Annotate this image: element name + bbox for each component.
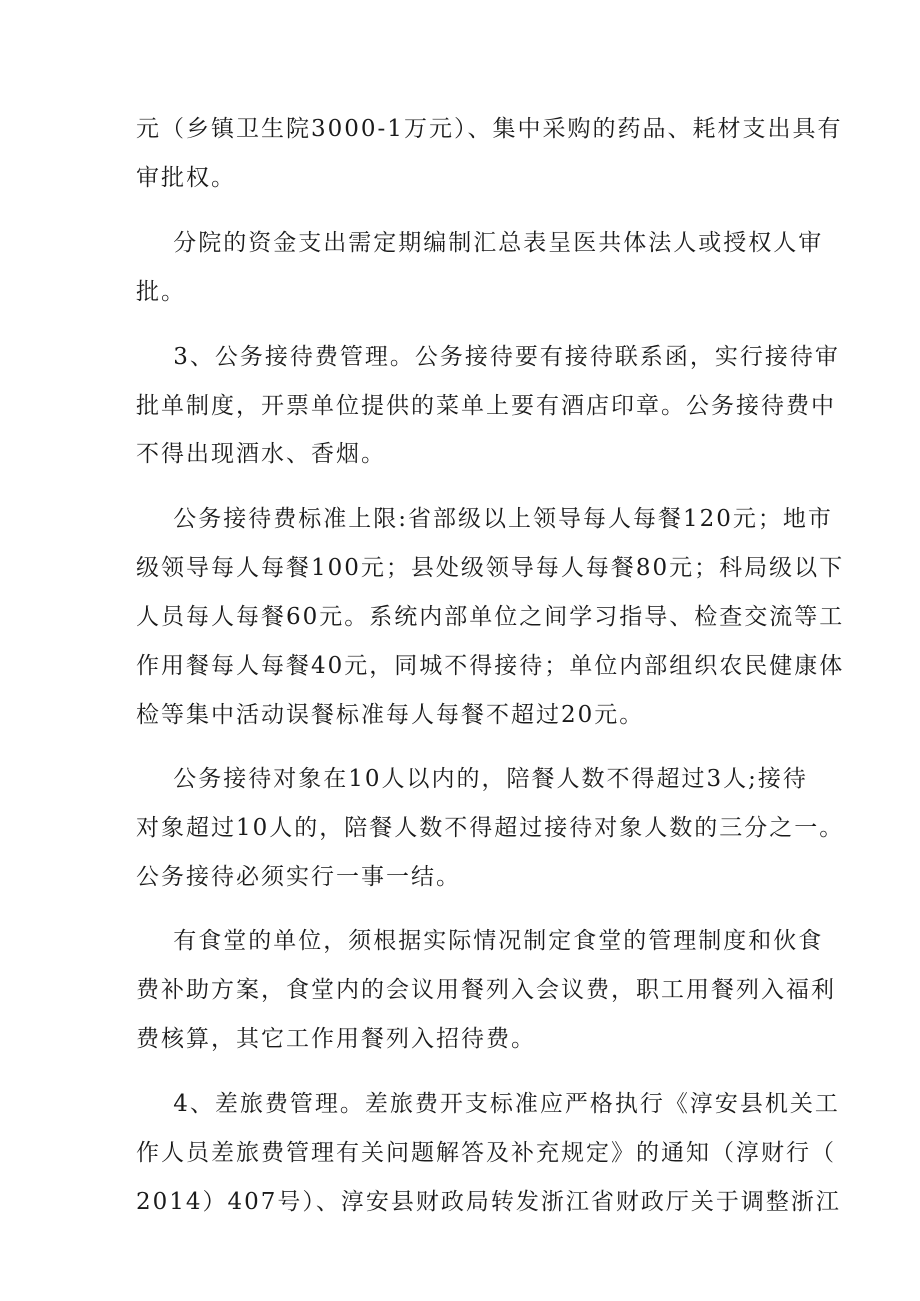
text-line: 批。 <box>136 279 186 305</box>
text-line: 3、公务接待费管理。公务接待要有接待联系函，实行接待审 <box>136 344 840 370</box>
text-line: 对象超过10人的，陪餐人数不得超过接待对象人数的三分之一。 <box>136 815 845 841</box>
text-line: 不得出现酒水、香烟。 <box>136 441 386 467</box>
text-line: 公务接待对象在10人以内的，陪餐人数不得超过3人;接待 <box>136 766 808 792</box>
text-line: 费补助方案，食堂内的会议用餐列入会议费，职工用餐列入福利 <box>136 977 836 1003</box>
text-line: 2014）407号）、淳安县财政局转发浙江省财政厅关于调整浙江 <box>136 1189 841 1215</box>
text-line: 作用餐每人每餐40元，同城不得接待；单位内部组织农民健康体 <box>136 653 845 679</box>
text-line: 人员每人每餐60元。系统内部单位之间学习指导、检查交流等工 <box>136 604 845 630</box>
text-line: 批单制度，开票单位提供的菜单上要有酒店印章。公务接待费中 <box>136 393 836 419</box>
text-line: 公务接待必须实行一事一结。 <box>136 864 461 890</box>
text-line: 审批权。 <box>136 165 236 191</box>
text-line: 4、差旅费管理。差旅费开支标准应严格执行《淳安县机关工 <box>136 1091 840 1117</box>
text-line: 公务接待费标准上限:省部级以上领导每人每餐120元；地市 <box>136 506 833 532</box>
text-line: 元（乡镇卫生院3000-1万元）、集中采购的药品、耗材支出具有 <box>136 116 843 142</box>
text-line: 有食堂的单位，须根据实际情况制定食堂的管理制度和伙食 <box>136 928 824 954</box>
text-line: 级领导每人每餐100元；县处级领导每人每餐80元；科局级以下 <box>136 555 845 581</box>
text-line: 检等集中活动误餐标准每人每餐不超过20元。 <box>136 702 645 728</box>
text-line: 作人员差旅费管理有关问题解答及补充规定》的通知（淳财行（ <box>136 1140 836 1166</box>
text-line: 分院的资金支出需定期编制汇总表呈医共体法人或授权人审 <box>136 230 824 256</box>
text-line: 费核算，其它工作用餐列入招待费。 <box>136 1026 536 1052</box>
